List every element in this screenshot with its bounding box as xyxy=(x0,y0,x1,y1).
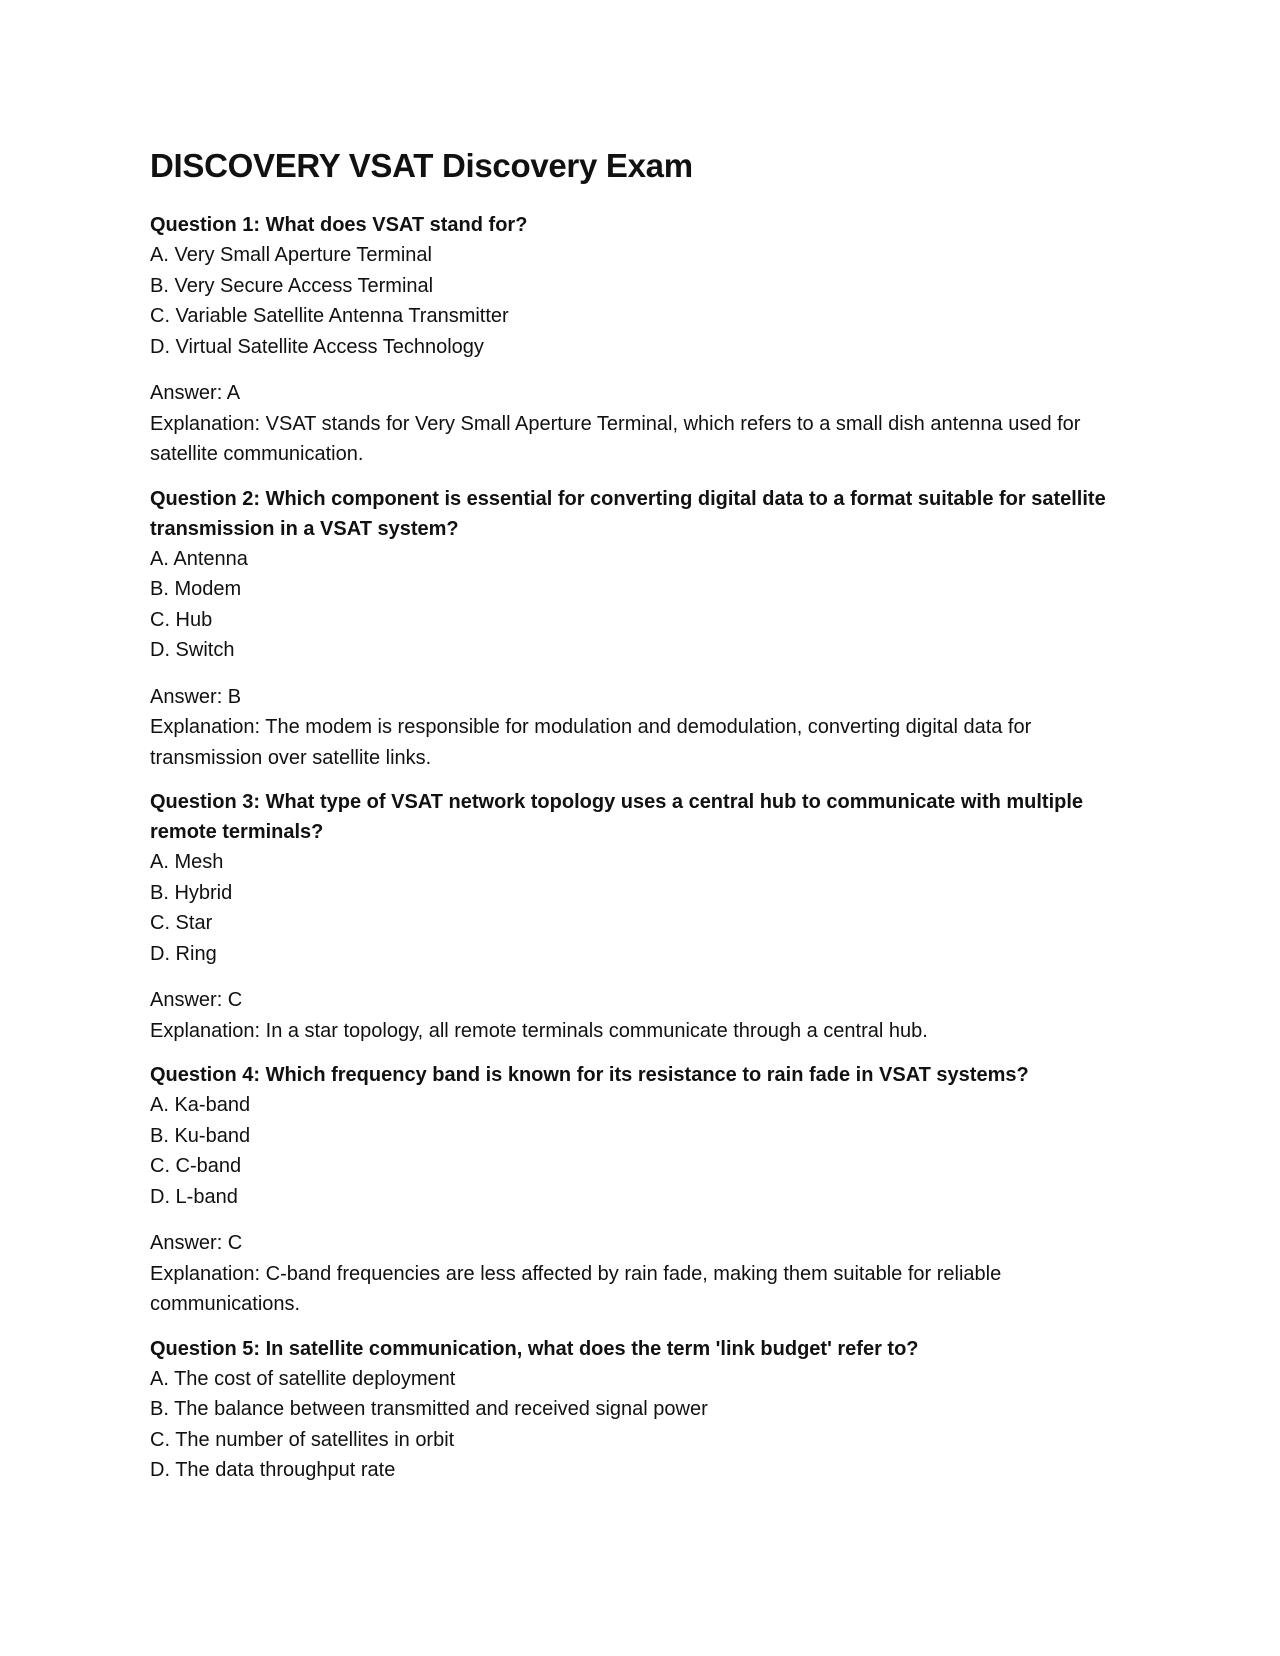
option-c: C. Variable Satellite Antenna Transmitter xyxy=(150,305,509,328)
option-c: C. Star xyxy=(150,912,213,935)
option-list xyxy=(150,1364,1130,1486)
explanation-text: Explanation: C-band frequencies are less affected by rain fade, making them suitable for reliable communications. xyxy=(150,1262,1002,1316)
option-d: D. Switch xyxy=(150,639,235,662)
option-a: A. Ka-band xyxy=(150,1094,251,1117)
answer-block xyxy=(150,985,1130,1046)
option-b: B. The balance between transmitted and received signal power xyxy=(150,1398,708,1421)
explanation-text: Explanation: In a star topology, all remote terminals communicate through a central hub. xyxy=(150,1019,928,1042)
question-text: Question 4: Which frequency band is known for its resistance to rain fade in VSAT systems? xyxy=(150,1064,1029,1087)
question-block-5 xyxy=(150,1334,1130,1486)
answer-text: Answer: B xyxy=(150,685,242,708)
option-c: C. C-band xyxy=(150,1155,242,1178)
question-block-3 xyxy=(150,787,1130,1046)
question-block-2 xyxy=(150,484,1130,774)
answer-text: Answer: C xyxy=(150,989,243,1012)
option-b: B. Very Secure Access Terminal xyxy=(150,274,434,297)
option-d: D. Virtual Satellite Access Technology xyxy=(150,335,484,358)
answer-block xyxy=(150,682,1130,774)
option-c: C. The number of satellites in orbit xyxy=(150,1428,455,1451)
document-page xyxy=(150,148,1130,1500)
option-d: D. Ring xyxy=(150,942,217,965)
answer-block xyxy=(150,378,1130,470)
document-title: DISCOVERY VSAT Discovery Exam xyxy=(150,147,693,184)
question-text: Question 5: In satellite communication, what does the term 'link budget' refer to? xyxy=(150,1337,919,1360)
question-block-4 xyxy=(150,1060,1130,1320)
answer-text: Answer: A xyxy=(150,382,241,405)
option-b: B. Hybrid xyxy=(150,881,233,904)
question-text: Question 2: Which component is essential for converting digital data to a format suitable for satellite transmission in a VSAT system? xyxy=(150,487,1106,540)
option-d: D. The data throughput rate xyxy=(150,1459,396,1482)
option-a: A. Antenna xyxy=(150,547,248,570)
option-a: A. Very Small Aperture Terminal xyxy=(150,244,432,267)
option-d: D. L-band xyxy=(150,1185,238,1208)
option-list xyxy=(150,1090,1130,1212)
option-b: B. Ku-band xyxy=(150,1124,251,1147)
answer-text: Answer: C xyxy=(150,1232,243,1255)
option-a: A. The cost of satellite deployment xyxy=(150,1367,456,1390)
question-text: Question 1: What does VSAT stand for? xyxy=(150,214,528,237)
option-list xyxy=(150,544,1130,666)
explanation-text: Explanation: The modem is responsible for modulation and demodulation, converting digital data for transmission over satellite links. xyxy=(150,716,1032,769)
explanation-text: Explanation: VSAT stands for Very Small Aperture Terminal, which refers to a small dish antenna used for satellite communication. xyxy=(150,412,1081,466)
option-list xyxy=(150,847,1130,969)
option-list xyxy=(150,240,1130,362)
option-b: B. Modem xyxy=(150,578,242,601)
question-block-1 xyxy=(150,210,1130,470)
question-text: Question 3: What type of VSAT network topology uses a central hub to communicate with multiple remote terminals? xyxy=(150,791,1084,844)
option-a: A. Mesh xyxy=(150,851,224,874)
answer-block xyxy=(150,1228,1130,1320)
option-c: C. Hub xyxy=(150,608,213,631)
